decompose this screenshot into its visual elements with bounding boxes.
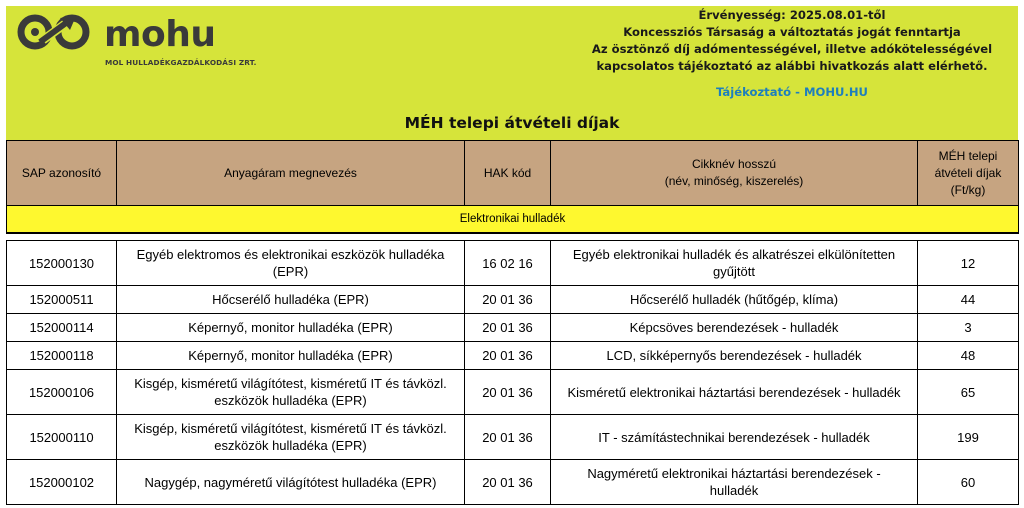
cell-item xyxy=(551,314,918,342)
cell-material-text: Kisgép, kisméretű világítótest, kisméretű IT és távközl. xyxy=(134,421,447,436)
category-row xyxy=(7,206,1019,234)
cell-item xyxy=(551,460,918,505)
cell-material-text: Nagygép, nagyméretű világítótest hulladéka (EPR) xyxy=(144,474,437,490)
cell-fee-text: 199 xyxy=(957,429,979,445)
cell-material-text: Képernyő, monitor hulladéka (EPR) xyxy=(188,320,393,335)
cell-hak-text: 20 01 36 xyxy=(482,474,533,490)
logo-wordmark: mohu xyxy=(104,14,216,55)
table-row xyxy=(7,241,1019,286)
cell-material xyxy=(117,241,465,286)
cell-hak xyxy=(465,342,551,370)
cell-fee xyxy=(918,415,1019,460)
cell-material-text: Képernyő, monitor hulladéka (EPR) xyxy=(188,348,393,363)
col-sap-header: SAP azonosító xyxy=(7,141,117,206)
cell-item xyxy=(551,415,918,460)
col-fee-header-l1: MÉH telepi xyxy=(938,148,998,163)
mohu-logo-icon xyxy=(16,12,96,56)
info-line-3: Az ösztönző díj adómentességével, illetve adókötelességével xyxy=(591,42,993,56)
cell-fee xyxy=(918,314,1019,342)
cell-material-text: Egyéb elektromos és elektronikai eszközök hulladéka xyxy=(136,247,445,262)
spacer-row xyxy=(7,233,1019,241)
cell-fee xyxy=(918,342,1019,370)
cell-item-text: Képcsöves berendezések - hulladék xyxy=(629,320,839,335)
cell-hak xyxy=(465,415,551,460)
cell-item-text: Hőcserélő hulladék (hűtőgép, klíma) xyxy=(629,292,839,307)
cell-material xyxy=(117,370,465,415)
cell-hak xyxy=(465,460,551,505)
cell-item-text: hulladék xyxy=(709,483,759,498)
info-block xyxy=(572,7,1012,75)
cell-material-text: eszközök hulladéka (EPR) xyxy=(214,438,367,453)
page-title: MÉH telepi átvételi díjak xyxy=(404,114,620,132)
cell-material xyxy=(117,286,465,314)
cell-sap xyxy=(7,314,117,342)
col-fee-header xyxy=(918,141,1019,206)
table-row xyxy=(7,415,1019,460)
cell-sap-text: 152000130 xyxy=(28,255,95,271)
cell-material xyxy=(117,415,465,460)
cell-hak-text: 20 01 36 xyxy=(482,292,533,307)
cell-fee-text: 44 xyxy=(960,292,976,307)
cell-material-text: Kisgép, kisméretű világítótest, kisméretű IT és távközl. xyxy=(134,376,447,391)
cell-fee-text: 12 xyxy=(960,255,976,271)
cell-hak xyxy=(465,314,551,342)
cell-sap-text: 152000114 xyxy=(29,320,94,335)
cell-hak-text: 20 01 36 xyxy=(482,429,533,445)
cell-item-text: LCD, síkképernyős berendezések - hulladék xyxy=(606,348,862,363)
table-row xyxy=(7,314,1019,342)
cell-sap xyxy=(7,286,117,314)
cell-sap-text: 152000511 xyxy=(29,292,94,307)
table-row xyxy=(7,370,1019,415)
cell-item xyxy=(551,342,918,370)
info-line-2: Koncessziós Társaság a változtatás jogát fenntartja xyxy=(623,25,961,39)
cell-hak xyxy=(465,241,551,286)
cell-fee-text: 48 xyxy=(960,348,976,363)
logo-subtitle: MOL HULLADÉKGAZDÁLKODÁSI ZRT. xyxy=(105,58,257,67)
table-row xyxy=(7,286,1019,314)
cell-sap xyxy=(7,241,117,286)
cell-material-text: (EPR) xyxy=(272,264,309,279)
cell-item-text: gyűjtött xyxy=(713,264,755,279)
cell-sap-text: 152000102 xyxy=(28,474,95,490)
cell-item xyxy=(551,286,918,314)
table-header-row xyxy=(7,141,1019,206)
cell-item-text: Egyéb elektronikai hulladék és alkatrészei elkülönítetten xyxy=(572,247,896,262)
mohu-logo xyxy=(16,8,266,70)
cell-item-text: IT - számítástechnikai berendezések - hulladék xyxy=(598,429,870,445)
cell-hak-text: 16 02 16 xyxy=(482,255,533,271)
cell-sap xyxy=(7,460,117,505)
cell-material-text: Hőcserélő hulladéka (EPR) xyxy=(212,292,369,307)
col-fee-header-l3: (Ft/kg) xyxy=(950,182,986,197)
cell-material xyxy=(117,460,465,505)
col-item-header-l2: (név, minőség, kiszerelés) xyxy=(664,174,804,188)
cell-item xyxy=(551,241,918,286)
cell-item-text: Kisméretű elektronikai háztartási berendezések - hulladék xyxy=(567,384,901,400)
cell-material xyxy=(117,314,465,342)
cell-sap-text: 152000106 xyxy=(28,384,95,400)
cell-fee xyxy=(918,460,1019,505)
cell-material-text: eszközök hulladéka (EPR) xyxy=(214,393,367,408)
cell-hak-text: 20 01 36 xyxy=(482,384,533,400)
info-line-4: kapcsolatos tájékoztató az alábbi hivatkozás alatt elérhető. xyxy=(596,59,988,73)
cell-item-text: Nagyméretű elektronikai háztartási berendezések - xyxy=(587,466,881,481)
cell-sap xyxy=(7,370,117,415)
cell-material xyxy=(117,342,465,370)
cell-fee-text: 3 xyxy=(964,320,972,335)
cell-sap-text: 152000118 xyxy=(29,348,94,363)
cell-fee-text: 60 xyxy=(960,474,976,490)
cell-fee xyxy=(918,241,1019,286)
cell-hak xyxy=(465,286,551,314)
fee-table xyxy=(6,140,1019,505)
col-item-header xyxy=(551,141,918,206)
info-link[interactable]: Tájékoztató - MOHU.HU xyxy=(716,85,868,99)
category-label: Elektronikai hulladék xyxy=(7,206,1019,234)
table-row xyxy=(7,342,1019,370)
col-material-header: Anyagáram megnevezés xyxy=(117,141,465,206)
cell-sap xyxy=(7,342,117,370)
cell-sap xyxy=(7,415,117,460)
cell-sap-text: 152000110 xyxy=(29,429,94,445)
cell-hak xyxy=(465,370,551,415)
table-row xyxy=(7,460,1019,505)
cell-item xyxy=(551,370,918,415)
cell-fee xyxy=(918,286,1019,314)
col-hak-header: HAK kód xyxy=(465,141,551,206)
validity-text: Érvényesség: 2025.08.01-től xyxy=(698,8,886,22)
cell-hak-text: 20 01 36 xyxy=(482,348,533,363)
col-item-header-l1: Cikknév hosszú xyxy=(691,157,777,171)
cell-fee xyxy=(918,370,1019,415)
col-fee-header-l2: átvételi díjak xyxy=(934,165,1002,180)
cell-fee-text: 65 xyxy=(960,384,976,400)
cell-hak-text: 20 01 36 xyxy=(482,320,533,335)
